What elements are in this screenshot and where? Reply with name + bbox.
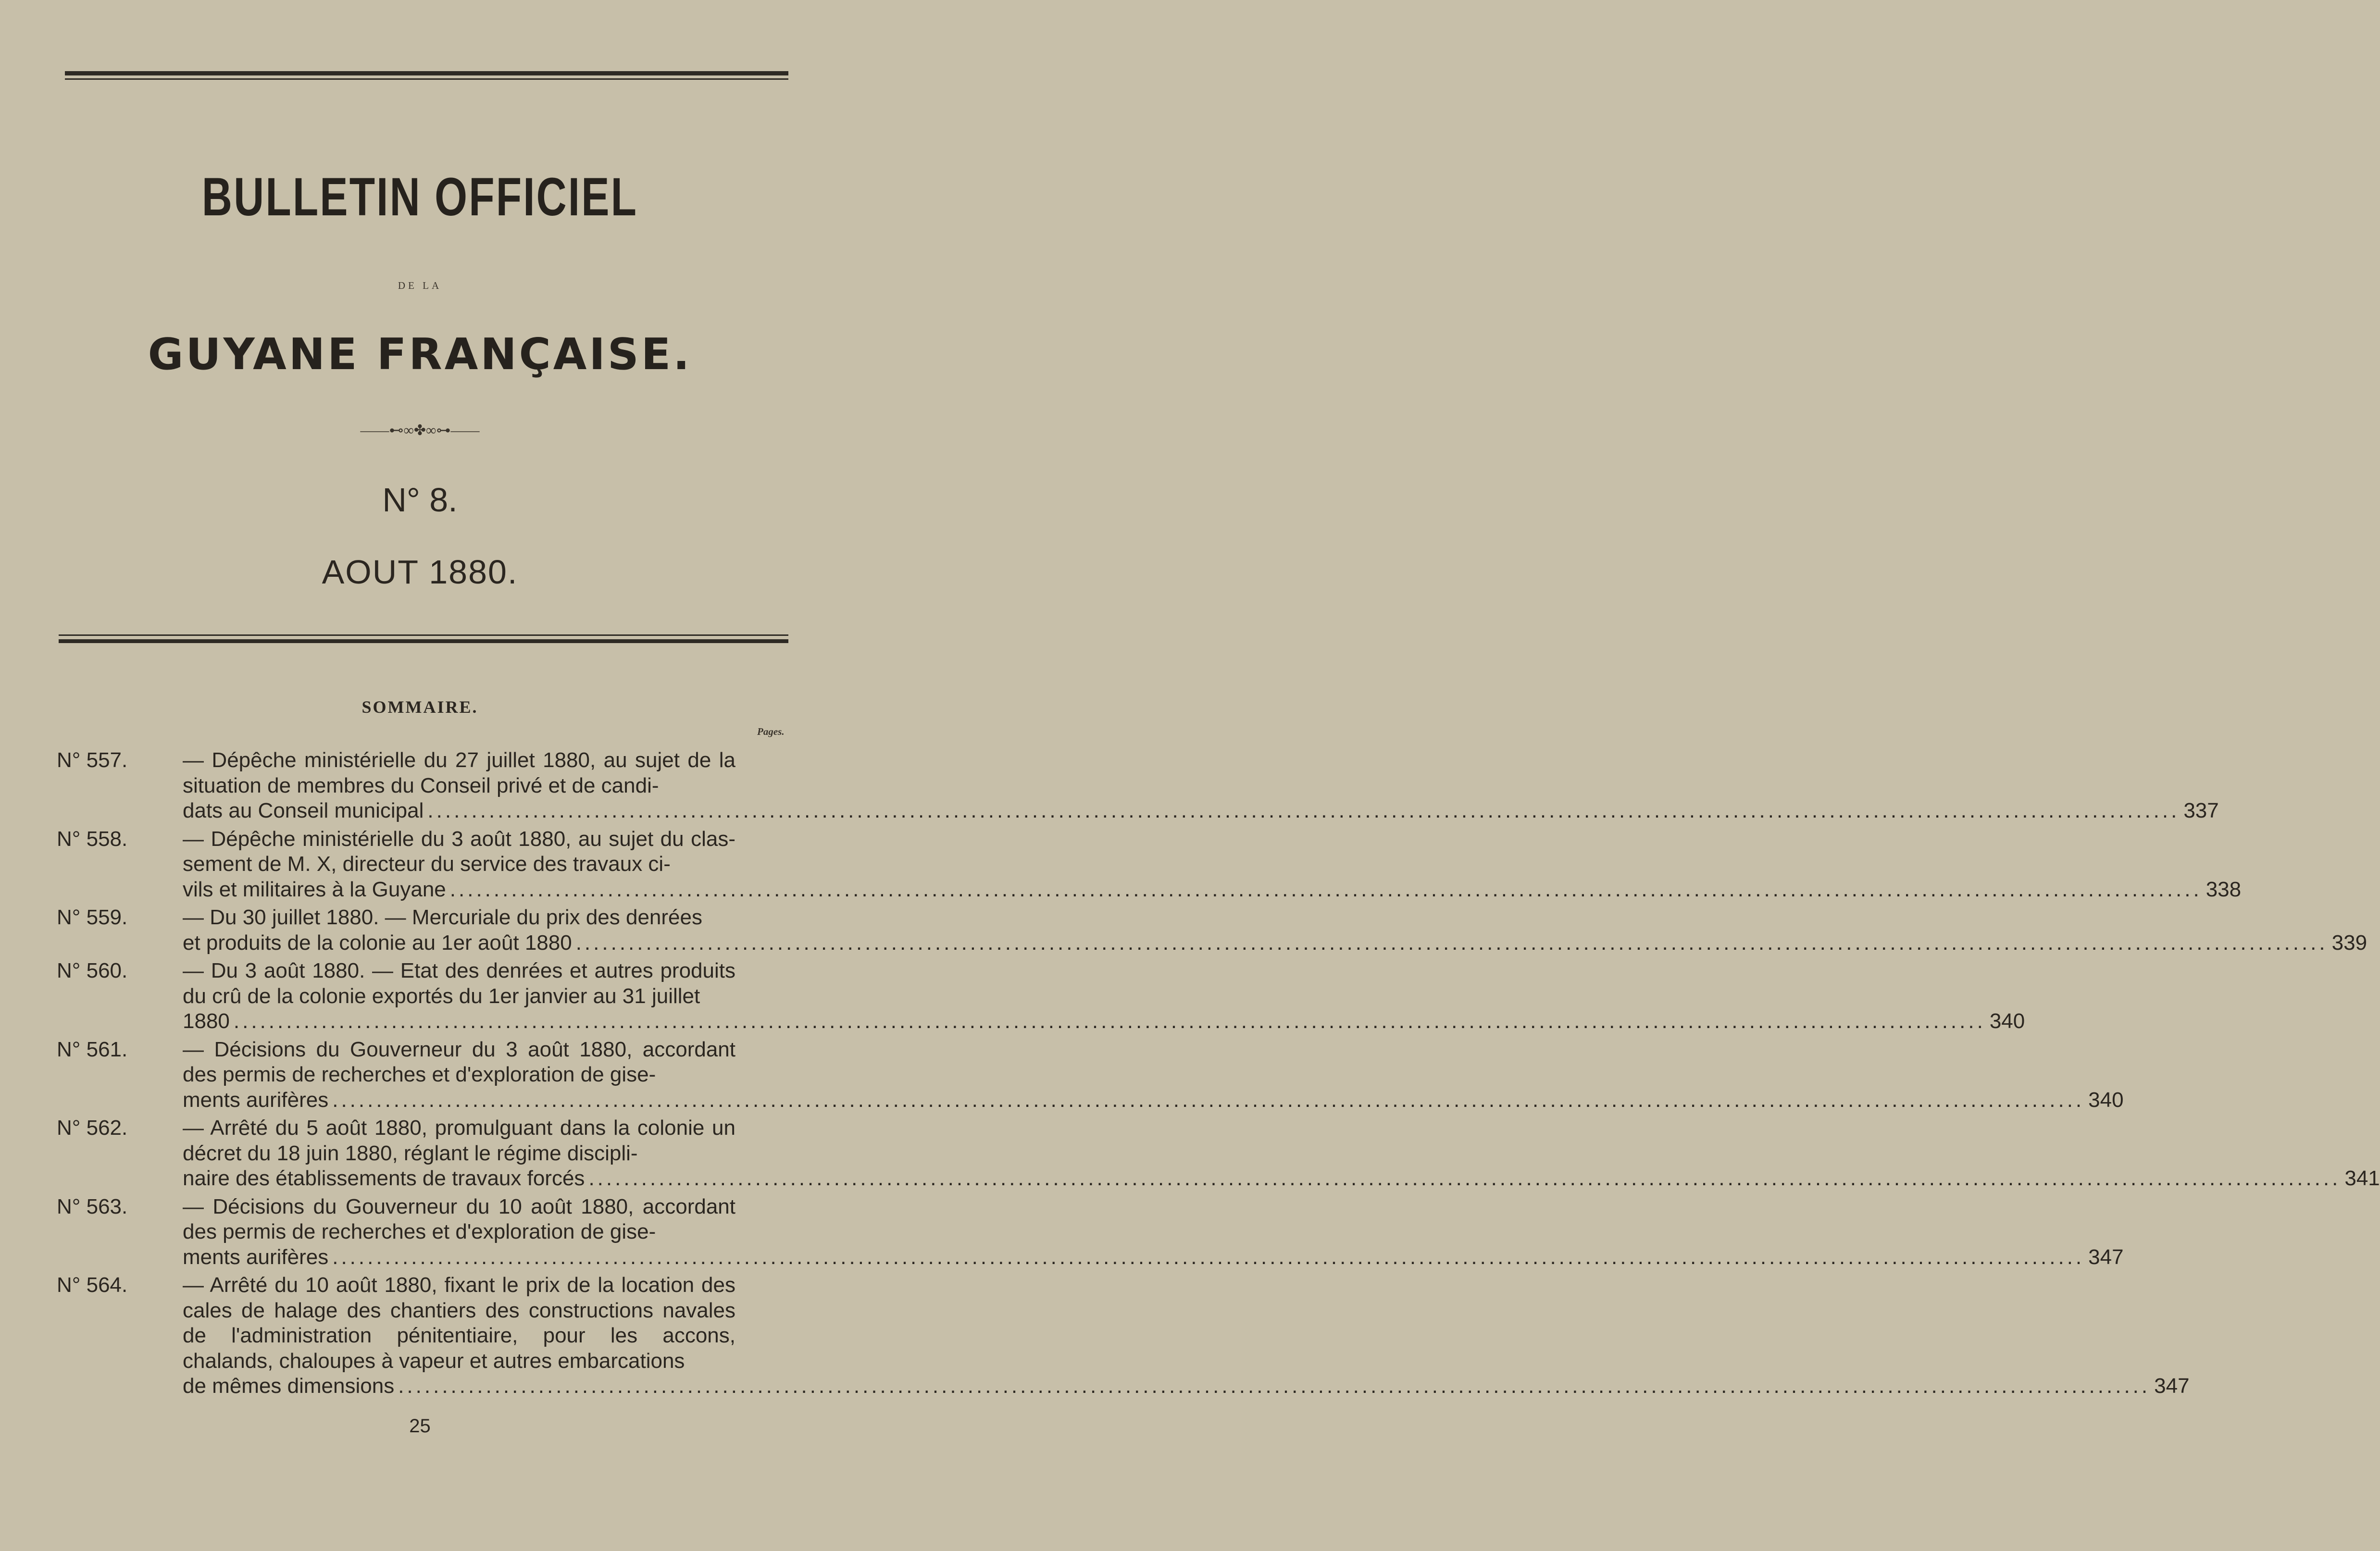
table-of-contents bbox=[57, 748, 2380, 1402]
toc-entry-text: — Décisions du Gouverneur du 10 août 1880, accordant des permis de recherches et d'exploration de gise- bbox=[183, 1194, 735, 1243]
dot-leader: ........................................................................................................................................................................................................ bbox=[233, 1009, 1986, 1033]
toc-entry bbox=[57, 1037, 2124, 1113]
toc-entry-last-line: vils et militaires à la Guyane bbox=[183, 877, 446, 901]
toc-entry-number: N° 564. bbox=[57, 1273, 128, 1297]
toc-entry-number: N° 561. bbox=[57, 1037, 128, 1061]
toc-entry bbox=[57, 1273, 2190, 1399]
toc-entry-text: — Décisions du Gouverneur du 3 août 1880, accordant des permis de recherches et d'exploration de gise- bbox=[183, 1037, 735, 1086]
toc-entry-number: N° 558. bbox=[57, 827, 128, 851]
toc-entry-text: — Arrêté du 5 août 1880, promulguant dans la colonie un décret du 18 juin 1880, réglant le régime discipli- bbox=[183, 1116, 735, 1165]
toc-entry bbox=[57, 1116, 2380, 1191]
toc-entry bbox=[57, 827, 2242, 903]
dot-leader: ........................................................................................................................................................................................................ bbox=[332, 1245, 2085, 1269]
toc-entry-last-line: et produits de la colonie au 1er août 1880 bbox=[183, 931, 572, 955]
toc-entry-last-line: de mêmes dimensions bbox=[183, 1374, 395, 1398]
toc-entry-number: N° 562. bbox=[57, 1116, 128, 1140]
de-la-text: DE LA bbox=[398, 280, 442, 291]
toc-entry-text: — Dépêche ministérielle du 3 août 1880, au sujet du clas- sement de M. X, directeur du service des travaux ci- bbox=[183, 827, 735, 876]
sommaire-heading: SOMMAIRE. bbox=[361, 697, 478, 717]
toc-entry-last-line: 1880 bbox=[183, 1009, 230, 1033]
toc-entry-page: 340 bbox=[2088, 1088, 2124, 1112]
toc-entry-text: — Du 30 juillet 1880. — Mercuriale du prix des denrées bbox=[183, 906, 702, 929]
toc-entry-page: 339 bbox=[2331, 931, 2368, 955]
toc-entry-last-line: naire des établissements de travaux forcés bbox=[183, 1166, 585, 1190]
dot-leader: ........................................................................................................................................................................................................ bbox=[332, 1088, 2085, 1112]
colony-title: GUYANE FRANÇAISE. bbox=[148, 329, 692, 380]
ornament-divider: ——⊷∞✤∞⊶—— bbox=[360, 422, 480, 438]
toc-entry-text: — Du 3 août 1880. — Etat des denrées et autres produits du crû de la colonie exportés du 1er janvier au 31 juillet bbox=[183, 959, 735, 1008]
toc-entry bbox=[57, 748, 2219, 824]
dot-leader: ........................................................................................................................................................................................................ bbox=[575, 931, 2328, 955]
issue-number: N° 8. bbox=[382, 481, 458, 519]
middle-double-rule bbox=[59, 634, 788, 643]
toc-entry-page: 341 bbox=[2344, 1166, 2380, 1190]
top-double-rule bbox=[65, 71, 788, 80]
toc-entry bbox=[57, 905, 2368, 955]
issue-month: AOUT 1880. bbox=[322, 553, 518, 591]
dot-leader: ........................................................................................................................................................................................................ bbox=[398, 1374, 2151, 1398]
toc-entry-number: N° 557. bbox=[57, 748, 128, 772]
dot-leader: ........................................................................................................................................................................................................ bbox=[588, 1166, 2341, 1190]
toc-entry-page: 337 bbox=[2183, 799, 2219, 822]
bulletin-title: BULLETIN OFFICIEL bbox=[201, 167, 638, 227]
toc-entry bbox=[57, 1194, 2124, 1270]
dot-leader: ........................................................................................................................................................................................................ bbox=[449, 877, 2202, 901]
toc-entry-number: N° 559. bbox=[57, 906, 128, 929]
toc-entry-page: 347 bbox=[2088, 1245, 2124, 1269]
toc-entry-page: 340 bbox=[1989, 1009, 2025, 1033]
page-folio: 25 bbox=[409, 1415, 431, 1437]
toc-entry-text: — Arrêté du 10 août 1880, fixant le prix de la location des cales de halage des chantiers des constructions navales de l'administration pénitentiaire, pour les accons, chalands, chaloupes à vapeur et autres embarcations bbox=[183, 1273, 735, 1373]
toc-entry-page: 347 bbox=[2154, 1374, 2190, 1398]
toc-entry-number: N° 563. bbox=[57, 1194, 128, 1218]
toc-entry-last-line: dats au Conseil municipal bbox=[183, 799, 424, 822]
toc-entry-last-line: ments aurifères bbox=[183, 1245, 329, 1269]
toc-entry-number: N° 560. bbox=[57, 959, 128, 982]
toc-entry-text: — Dépêche ministérielle du 27 juillet 1880, au sujet de la situation de membres du Conseil privé et de candi- bbox=[183, 748, 735, 797]
toc-entry bbox=[57, 958, 2025, 1034]
toc-entry-page: 338 bbox=[2206, 877, 2242, 901]
dot-leader: ........................................................................................................................................................................................................ bbox=[427, 799, 2180, 822]
pages-column-label: Pages. bbox=[757, 726, 785, 737]
toc-entry-last-line: ments aurifères bbox=[183, 1088, 329, 1112]
